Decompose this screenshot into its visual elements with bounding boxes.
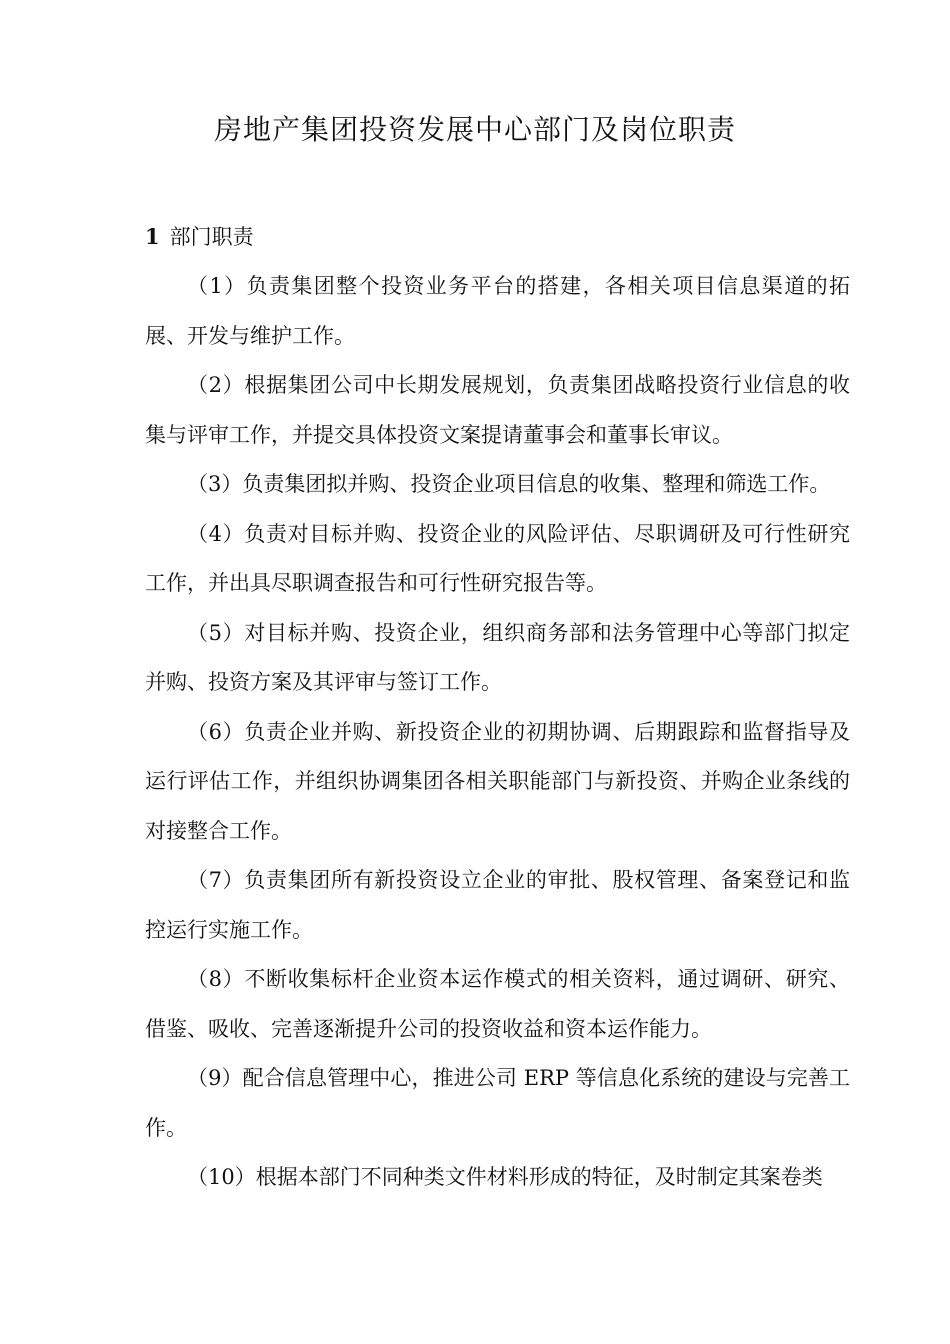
paragraph: （8）不断收集标杆企业资本运作模式的相关资料，通过调研、研究、借鉴、吸收、完善逐渐提升公司的投资收益和资本运作能力。 (145, 967, 850, 1041)
section-number: 1 (145, 224, 160, 249)
paragraph: （4）负责对目标并购、投资企业的风险评估、尽职调研及可行性研究工作，并出具尽职调查报告和可行性研究报告等。 (145, 521, 850, 595)
paragraph: （7）负责集团所有新投资设立企业的审批、股权管理、备案登记和监控运行实施工作。 (145, 868, 850, 942)
body-text (145, 262, 850, 1203)
paragraph: （9）配合信息管理中心，推进公司 ERP 等信息化系统的建设与完善工作。 (145, 1066, 850, 1140)
page-title: 房地产集团投资发展中心部门及岗位职责 (213, 113, 736, 146)
paragraph: （6）负责企业并购、新投资企业的初期协调、后期跟踪和监督指导及运行评估工作，并组织协调集团各相关职能部门与新投资、并购企业条线的对接整合工作。 (145, 719, 850, 843)
paragraph: （3）负责集团拟并购、投资企业项目信息的收集、整理和筛选工作。 (187, 472, 831, 496)
paragraph: （2）根据集团公司中长期发展规划，负责集团战略投资行业信息的收集与评审工作，并提交具体投资文案提请董事会和董事长审议。 (145, 373, 850, 447)
section-heading (145, 220, 254, 254)
paragraph: （1）负责集团整个投资业务平台的搭建，各相关项目信息渠道的拓展、开发与维护工作。 (145, 274, 850, 348)
paragraph: （10）根据本部门不同种类文件材料形成的特征，及时制定其案卷类 (187, 1165, 823, 1189)
paragraph: （5）对目标并购、投资企业，组织商务部和法务管理中心等部门拟定并购、投资方案及其评审与签订工作。 (145, 620, 850, 694)
section-label: 部门职责 (169, 225, 254, 249)
